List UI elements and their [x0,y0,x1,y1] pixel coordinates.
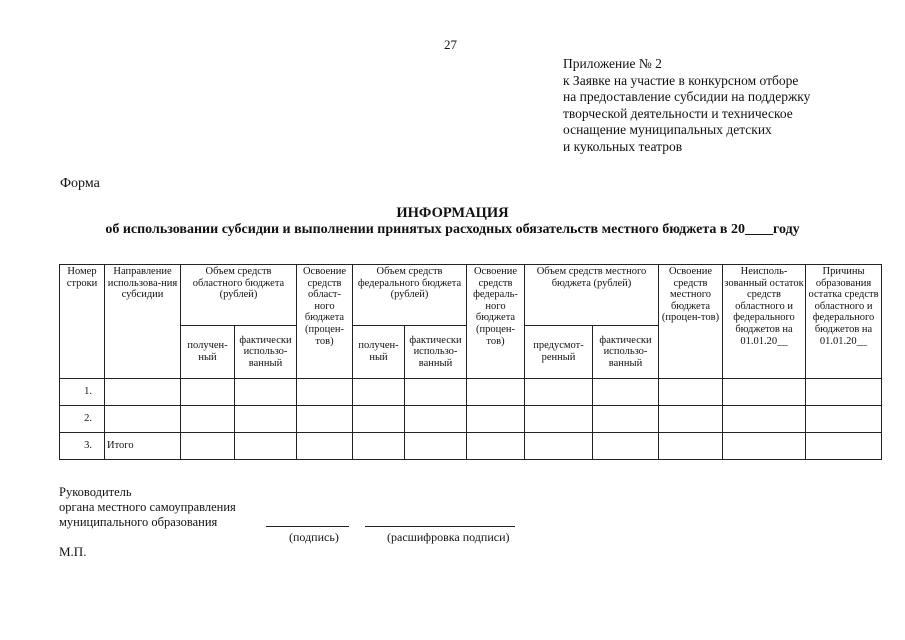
signature-caption: (подпись) [289,530,339,544]
report-table [59,264,882,460]
row-direction [105,406,181,433]
stamp-place: М.П. [59,544,87,559]
signatory-block [59,485,236,529]
header-local-planned: предусмот-ренный [525,326,593,379]
header-reasons: Причины образования остатка средств областного и федерального бюджетов на 01.01.20__ [806,265,882,379]
appendix-line: оснащение муниципальных детских [563,122,772,138]
row-number: 1. [60,379,105,406]
header-regional-used: фактически использо-ванный [235,326,297,379]
document-subtitle: об использовании субсидии и выполнении принятых расходных обязательств местного бюджета в 20____году [105,222,800,237]
row-direction: Итого [105,433,181,460]
header-direction: Направление использова-ния субсидии [105,265,181,379]
header-regional-mastery: Освоение средств област-ного бюджета (процен-тов) [297,265,353,379]
appendix-line: творческой деятельности и техническое [563,105,793,121]
document-title: ИНФОРМАЦИЯ [396,205,509,221]
signature-line [266,526,349,527]
appendix-note [563,56,810,156]
signatory-line: Руководитель [59,485,132,499]
appendix-line: к Заявке на участие в конкурсном отборе [563,72,799,88]
signatory-line: органа местного самоуправления [59,499,236,514]
header-federal-received: получен-ный [353,326,405,379]
appendix-line: и кукольных театров [563,138,683,154]
header-federal-used: фактически использо-ванный [405,326,467,379]
signatory-line: муниципального образования [59,514,218,529]
header-local-used: фактически использо-ванный [593,326,659,379]
decoding-caption: (расшифровка подписи) [387,530,510,544]
header-federal-mastery: Освоение средств федераль-ного бюджета (процен-тов) [467,265,525,379]
header-regional-received: получен-ный [181,326,235,379]
table-row [60,433,882,460]
header-unused-balance: Неисполь-зованный остаток средств областного и федерального бюджетов на 01.01.20__ [723,265,806,379]
page-number: 27 [444,37,457,52]
signature-decoding-line [365,526,515,527]
appendix-line: на предоставление субсидии на поддержку [563,89,811,105]
header-federal-volume: Объем средств федерального бюджета (рублей) [353,265,467,326]
appendix-line: Приложение № 2 [563,56,662,71]
row-direction [105,379,181,406]
header-row-number: Номер строки [60,265,105,379]
table-row [60,379,882,406]
header-regional-volume: Объем средств областного бюджета (рублей) [181,265,297,326]
table-row [60,406,882,433]
header-local-volume: Объем средств местного бюджета (рублей) [525,265,659,326]
header-local-mastery: Освоение средств местного бюджета (процен-тов) [659,265,723,379]
form-label: Форма [60,176,100,191]
row-number: 2. [60,406,105,433]
row-number: 3. [60,433,105,460]
